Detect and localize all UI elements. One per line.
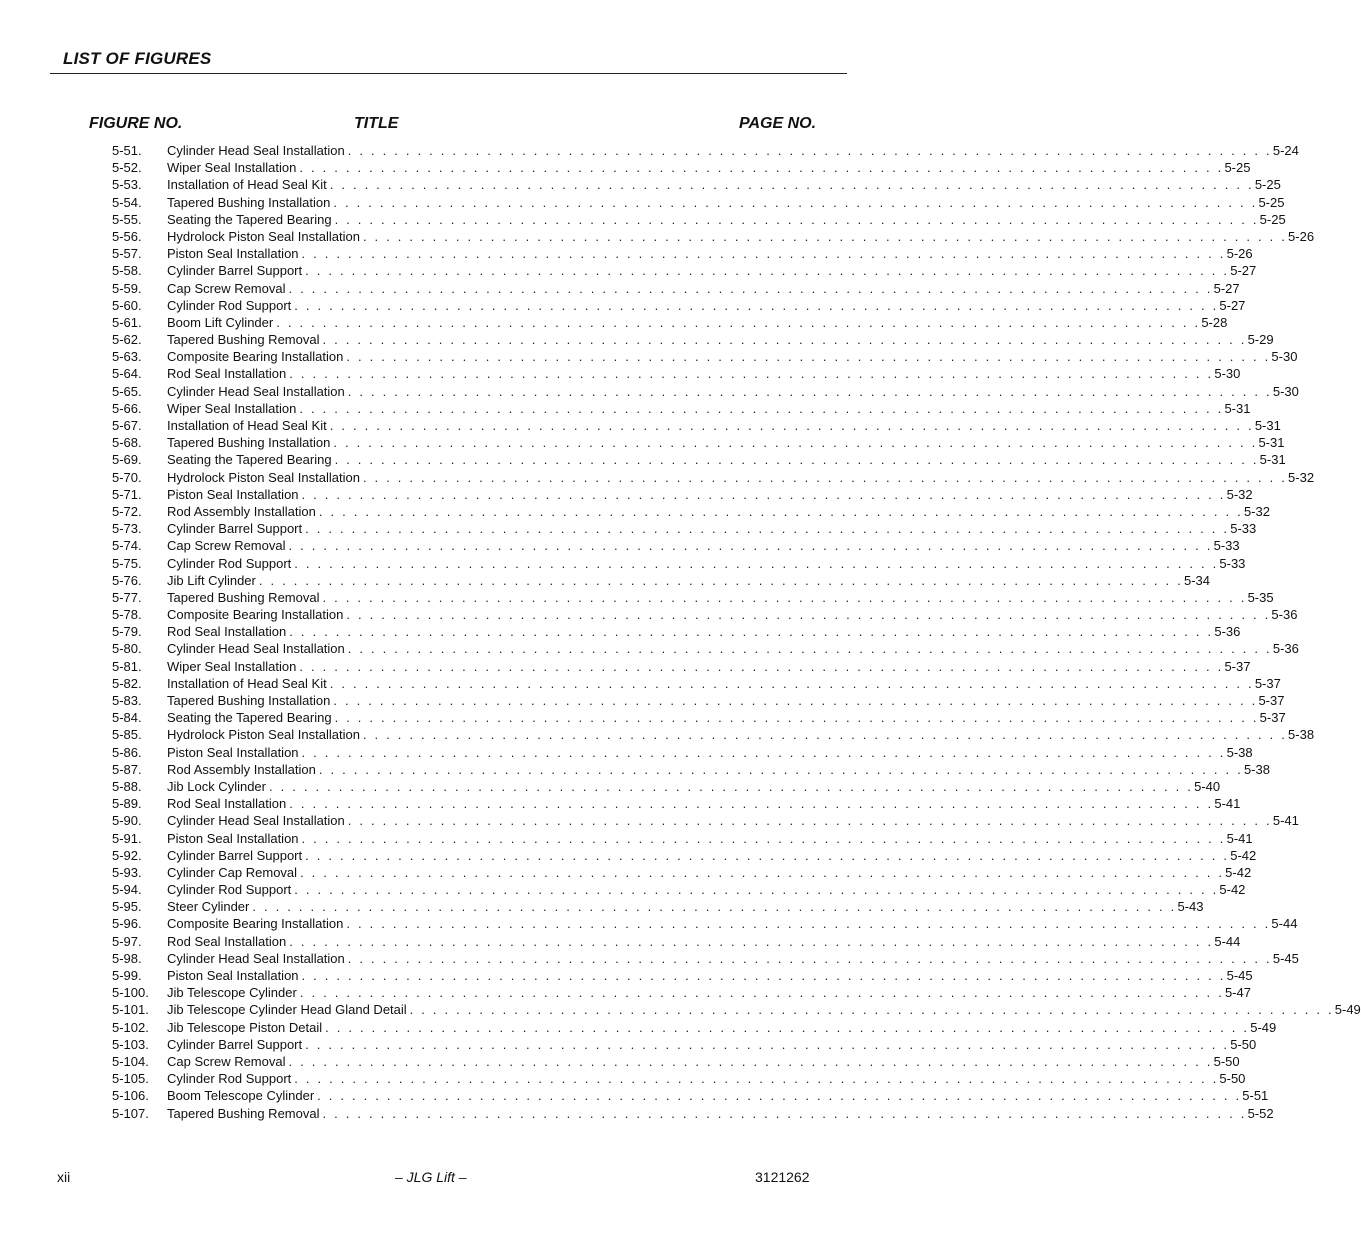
figure-number: 5-83. [112,693,142,708]
dot-leader: . . . . . . . . . . . . . . . . . . . . . . . . . . . . . . . . . . . . . . . . . . . . . . . . . . . . . . . . . . . . . . . . . . . . . . . . . . . . . . . . [329,675,1254,691]
list-item [112,1001,1361,1018]
dot-leader: . . . . . . . . . . . . . . . . . . . . . . . . . . . . . . . . . . . . . . . . . . . . . . . . . . . . . . . . . . . . . . . . . . . . . . . . . . . . . . . . [334,452,1259,468]
list-item [112,297,1246,314]
dot-leader: . . . . . . . . . . . . . . . . . . . . . . . . . . . . . . . . . . . . . . . . . . . . . . . . . . . . . . . . . . . . . . . . . . . . . . . . . . . . . . . . [301,830,1226,846]
dot-leader: . . . . . . . . . . . . . . . . . . . . . . . . . . . . . . . . . . . . . . . . . . . . . . . . . . . . . . . . . . . . . . . . . . . . . . . . . . . . . . . . [334,710,1259,726]
figure-page: 5-31 [1224,400,1251,416]
figure-page: 5-51 [1242,1088,1269,1104]
list-item [112,572,1210,589]
dot-leader: . . . . . . . . . . . . . . . . . . . . . . . . . . . . . . . . . . . . . . . . . . . . . . . . . . . . . . . . . . . . . . . . . . . . . . . . . . . . . . . . [322,589,1247,605]
figure-title: Cylinder Head Seal Installation [167,813,345,829]
figure-title: Cylinder Barrel Support [167,1036,303,1052]
figure-page: 5-50 [1219,1071,1246,1087]
list-item [112,658,1251,675]
dot-leader: . . . . . . . . . . . . . . . . . . . . . . . . . . . . . . . . . . . . . . . . . . . . . . . . . . . . . . . . . . . . . . . . . . . . . . . . . . . . . . . . [305,263,1230,279]
list-item [112,469,1315,486]
figure-page: 5-28 [1201,314,1228,330]
figure-number: 5-67. [112,418,142,433]
figure-number: 5-97. [112,933,142,949]
list-item [112,744,1253,761]
figure-title: Cylinder Barrel Support [167,521,303,537]
figure-page: 5-43 [1177,899,1204,915]
figure-page: 5-25 [1259,211,1286,227]
dot-leader: . . . . . . . . . . . . . . . . . . . . . . . . . . . . . . . . . . . . . . . . . . . . . . . . . . . . . . . . . . . . . . . . . . . . . . . . . . . . . . . . [301,744,1226,760]
figure-page: 5-32 [1243,503,1270,519]
figure-number: 5-90. [112,813,142,829]
dot-leader: . . . . . . . . . . . . . . . . . . . . . . . . . . . . . . . . . . . . . . . . . . . . . . . . . . . . . . . . . . . . . . . . . . . . . . . . . . . . . . . . [301,968,1226,983]
figure-page: 5-27 [1213,280,1240,296]
figure-title: Tapered Bushing Removal [167,589,320,605]
list-item [112,451,1286,468]
figure-page: 5-33 [1219,555,1246,571]
figure-title: Tapered Bushing Installation [167,194,331,210]
dot-leader: . . . . . . . . . . . . . . . . . . . . . . . . . . . . . . . . . . . . . . . . . . . . . . . . . . . . . . . . . . . . . . . . . . . . . . . . . . . . . . . . [333,194,1258,210]
figure-title: Boom Lift Cylinder [167,314,274,330]
figure-list [112,142,1361,1122]
figure-page: 5-34 [1183,572,1210,588]
figure-title: Jib Telescope Piston Detail [167,1019,323,1035]
figure-page: 5-40 [1194,778,1221,794]
figure-title: Cap Screw Removal [167,280,286,296]
figure-page: 5-38 [1288,727,1315,743]
figure-number: 5-84. [112,710,142,726]
figure-title: Jib Lock Cylinder [167,778,266,794]
list-item [112,314,1228,331]
figure-number: 5-56. [112,228,142,244]
figure-title: Rod Assembly Installation [167,761,316,777]
dot-leader: . . . . . . . . . . . . . . . . . . . . . . . . . . . . . . . . . . . . . . . . . . . . . . . . . . . . . . . . . . . . . . . . . . . . . . . . . . . . . . . . [299,400,1224,416]
figure-page: 5-47 [1224,985,1251,1001]
figure-title: Hydrolock Piston Seal Installation [167,469,360,485]
list-item [112,228,1315,245]
column-header-figure-no: FIGURE NO. [89,115,183,132]
dot-leader: . . . . . . . . . . . . . . . . . . . . . . . . . . . . . . . . . . . . . . . . . . . . . . . . . . . . . . . . . . . . . . . . . . . . . . . . . . . . . . . . [300,864,1225,880]
dot-leader: . . . . . . . . . . . . . . . . . . . . . . . . . . . . . . . . . . . . . . . . . . . . . . . . . . . . . . . . . . . . . . . . . . . . . . . . . . . . . . . . [347,950,1272,966]
dot-leader: . . . . . . . . . . . . . . . . . . . . . . . . . . . . . . . . . . . . . . . . . . . . . . . . . . . . . . . . . . . . . . . . . . . . . . . . . . . . . . . . [347,641,1272,657]
list-item [112,675,1281,692]
figure-page: 5-27 [1219,297,1246,313]
figure-number: 5-82. [112,675,142,691]
list-item [112,1036,1257,1053]
figure-page: 5-32 [1288,469,1315,485]
dot-leader: . . . . . . . . . . . . . . . . . . . . . . . . . . . . . . . . . . . . . . . . . . . . . . . . . . . . . . . . . . . . . . . . . . . . . . . . . . . . . . . . [294,555,1219,571]
figure-title: Wiper Seal Installation [167,658,297,674]
figure-title: Piston Seal Installation [167,246,299,262]
figure-title: Tapered Bushing Removal [167,332,320,348]
list-item [112,434,1285,451]
figure-title: Seating the Tapered Bearing [167,211,332,227]
list-item [112,984,1251,1001]
dot-leader: . . . . . . . . . . . . . . . . . . . . . . . . . . . . . . . . . . . . . . . . . . . . . . . . . . . . . . . . . . . . . . . . . . . . . . . . . . . . . . . . [299,658,1224,674]
figure-title: Wiper Seal Installation [167,400,297,416]
figure-page: 5-25 [1258,194,1285,210]
list-item [112,280,1240,297]
figure-number: 5-106. [112,1088,149,1104]
page-header-title: LIST OF FIGURES [63,49,212,68]
dot-leader: . . . . . . . . . . . . . . . . . . . . . . . . . . . . . . . . . . . . . . . . . . . . . . . . . . . . . . . . . . . . . . . . . . . . . . . . . . . . . . . . [346,349,1271,365]
list-item [112,950,1299,967]
figure-title: Cylinder Head Seal Installation [167,383,345,399]
list-item [112,847,1257,864]
list-item [112,864,1252,881]
dot-leader: . . . . . . . . . . . . . . . . . . . . . . . . . . . . . . . . . . . . . . . . . . . . . . . . . . . . . . . . . . . . . . . . . . . . . . . . . . . . . . . . [288,538,1213,554]
figure-page: 5-25 [1254,177,1281,193]
list-item [112,159,1251,176]
figure-page: 5-24 [1272,143,1299,158]
figure-number: 5-54. [112,194,142,210]
figure-number: 5-58. [112,263,142,279]
dot-leader: . . . . . . . . . . . . . . . . . . . . . . . . . . . . . . . . . . . . . . . . . . . . . . . . . . . . . . . . . . . . . . . . . . . . . . . . . . . . . . . . [322,1105,1247,1121]
figure-title: Piston Seal Installation [167,968,299,983]
figure-title: Cylinder Cap Removal [167,864,298,880]
figure-number: 5-59. [112,280,142,296]
figure-page: 5-33 [1230,521,1257,537]
figure-number: 5-81. [112,658,142,674]
figure-title: Composite Bearing Installation [167,607,344,623]
dot-leader: . . . . . . . . . . . . . . . . . . . . . . . . . . . . . . . . . . . . . . . . . . . . . . . . . . . . . . . . . . . . . . . . . . . . . . . . . . . . . . . . [305,1036,1230,1052]
figure-number: 5-60. [112,297,142,313]
dot-leader: . . . . . . . . . . . . . . . . . . . . . . . . . . . . . . . . . . . . . . . . . . . . . . . . . . . . . . . . . . . . . . . . . . . . . . . . . . . . . . . . [333,693,1258,708]
list-item [112,709,1286,726]
figure-page: 5-38 [1243,761,1270,777]
figure-title: Tapered Bushing Installation [167,435,331,451]
figure-page: 5-26 [1288,228,1315,244]
list-item [112,692,1285,709]
dot-leader: . . . . . . . . . . . . . . . . . . . . . . . . . . . . . . . . . . . . . . . . . . . . . . . . . . . . . . . . . . . . . . . . . . . . . . . . . . . . . . . . [289,366,1214,382]
list-item [112,933,1241,950]
figure-number: 5-86. [112,744,142,760]
figure-number: 5-72. [112,503,142,519]
list-item [112,606,1298,623]
figure-title: Cylinder Rod Support [167,555,292,571]
figure-title: Piston Seal Installation [167,744,299,760]
figure-title: Jib Telescope Cylinder [167,985,297,1001]
dot-leader: . . . . . . . . . . . . . . . . . . . . . . . . . . . . . . . . . . . . . . . . . . . . . . . . . . . . . . . . . . . . . . . . . . . . . . . . . . . . . . . . [299,985,1224,1001]
figure-page: 5-49 [1334,1002,1361,1018]
figure-number: 5-98. [112,950,142,966]
figure-number: 5-57. [112,246,142,262]
footer-document-number: 3121262 [755,1169,810,1185]
dot-leader: . . . . . . . . . . . . . . . . . . . . . . . . . . . . . . . . . . . . . . . . . . . . . . . . . . . . . . . . . . . . . . . . . . . . . . . . . . . . . . . . [288,1053,1213,1069]
figure-page: 5-37 [1254,675,1281,691]
dot-leader: . . . . . . . . . . . . . . . . . . . . . . . . . . . . . . . . . . . . . . . . . . . . . . . . . . . . . . . . . . . . . . . . . . . . . . . . . . . . . . . . [362,469,1288,485]
figure-page: 5-49 [1250,1019,1277,1035]
figure-number: 5-71. [112,486,142,502]
figure-page: 5-50 [1230,1036,1257,1052]
figure-page: 5-30 [1271,349,1298,365]
figure-title: Cap Screw Removal [167,1053,286,1069]
figure-number: 5-78. [112,607,142,623]
figure-title: Cylinder Barrel Support [167,263,303,279]
list-item [112,898,1204,915]
dot-leader: . . . . . . . . . . . . . . . . . . . . . . . . . . . . . . . . . . . . . . . . . . . . . . . . . . . . . . . . . . . . . . . . . . . . . . . . . . . . . . . . [305,847,1230,863]
figure-number: 5-101. [112,1002,149,1018]
list-item [112,778,1221,795]
dot-leader: . . . . . . . . . . . . . . . . . . . . . . . . . . . . . . . . . . . . . . . . . . . . . . . . . . . . . . . . . . . . . . . . . . . . . . . . . . . . . . . . [329,177,1254,193]
dot-leader: . . . . . . . . . . . . . . . . . . . . . . . . . . . . . . . . . . . . . . . . . . . . . . . . . . . . . . . . . . . . . . . . . . . . . . . . . . . . . . . . [329,418,1254,433]
figure-number: 5-79. [112,624,142,640]
dot-leader: . . . . . . . . . . . . . . . . . . . . . . . . . . . . . . . . . . . . . . . . . . . . . . . . . . . . . . . . . . . . . . . . . . . . . . . . . . . . . . . . [347,143,1272,158]
dot-leader: . . . . . . . . . . . . . . . . . . . . . . . . . . . . . . . . . . . . . . . . . . . . . . . . . . . . . . . . . . . . . . . . . . . . . . . . . . . . . . . . [252,899,1177,915]
column-header-page-no: PAGE NO. [739,115,817,132]
figure-number: 5-91. [112,830,142,846]
figure-number: 5-62. [112,332,142,348]
dot-leader: . . . . . . . . . . . . . . . . . . . . . . . . . . . . . . . . . . . . . . . . . . . . . . . . . . . . . . . . . . . . . . . . . . . . . . . . . . . . . . . . [333,435,1258,451]
figure-page: 5-31 [1259,452,1286,468]
figure-number: 5-65. [112,383,142,399]
dot-leader: . . . . . . . . . . . . . . . . . . . . . . . . . . . . . . . . . . . . . . . . . . . . . . . . . . . . . . . . . . . . . . . . . . . . . . . . . . . . . . . . [269,778,1194,794]
figure-number: 5-75. [112,555,142,571]
dot-leader: . . . . . . . . . . . . . . . . . . . . . . . . . . . . . . . . . . . . . . . . . . . . . . . . . . . . . . . . . . . . . . . . . . . . . . . . . . . . . . . . [346,607,1271,623]
figure-page: 5-35 [1247,589,1274,605]
list-item [112,1087,1269,1104]
list-item [112,1019,1277,1036]
figure-page: 5-29 [1247,332,1274,348]
list-item [112,795,1241,812]
figure-number: 5-87. [112,761,142,777]
figure-page: 5-45 [1272,950,1299,966]
figure-page: 5-36 [1271,607,1298,623]
footer-page-number: xii [57,1169,71,1185]
figure-number: 5-73. [112,521,142,537]
list-item [112,1070,1246,1087]
dot-leader: . . . . . . . . . . . . . . . . . . . . . . . . . . . . . . . . . . . . . . . . . . . . . . . . . . . . . . . . . . . . . . . . . . . . . . . . . . . . . . . . [346,916,1271,932]
figure-page: 5-30 [1272,383,1299,399]
figure-page: 5-33 [1213,538,1240,554]
figure-title: Jib Telescope Cylinder Head Gland Detail [167,1002,407,1018]
dot-leader: . . . . . . . . . . . . . . . . . . . . . . . . . . . . . . . . . . . . . . . . . . . . . . . . . . . . . . . . . . . . . . . . . . . . . . . . . . . . . . . . [294,297,1219,313]
list-item [112,142,1299,159]
figure-title: Composite Bearing Installation [167,349,344,365]
list-item [112,726,1315,743]
dot-leader: . . . . . . . . . . . . . . . . . . . . . . . . . . . . . . . . . . . . . . . . . . . . . . . . . . . . . . . . . . . . . . . . . . . . . . . . . . . . . . . . [305,521,1230,537]
figure-title: Jib Lift Cylinder [167,572,256,588]
list-item [112,830,1253,847]
figure-number: 5-77. [112,589,142,605]
dot-leader: . . . . . . . . . . . . . . . . . . . . . . . . . . . . . . . . . . . . . . . . . . . . . . . . . . . . . . . . . . . . . . . . . . . . . . . . . . . . . . . . [289,933,1214,949]
dot-leader: . . . . . . . . . . . . . . . . . . . . . . . . . . . . . . . . . . . . . . . . . . . . . . . . . . . . . . . . . . . . . . . . . . . . . . . . . . . . . . . . [294,882,1219,898]
list-item [112,555,1246,572]
figure-page: 5-41 [1214,796,1241,812]
figure-number: 5-96. [112,916,142,932]
dot-leader: . . . . . . . . . . . . . . . . . . . . . . . . . . . . . . . . . . . . . . . . . . . . . . . . . . . . . . . . . . . . . . . . . . . . . . . . . . . . . . . . [299,160,1224,176]
figure-number: 5-55. [112,211,142,227]
figure-title: Rod Seal Installation [167,624,287,640]
figure-number: 5-102. [112,1019,149,1035]
dot-leader: . . . . . . . . . . . . . . . . . . . . . . . . . . . . . . . . . . . . . . . . . . . . . . . . . . . . . . . . . . . . . . . . . . . . . . . . . . . . . . . . [276,314,1201,330]
dot-leader: . . . . . . . . . . . . . . . . . . . . . . . . . . . . . . . . . . . . . . . . . . . . . . . . . . . . . . . . . . . . . . . . . . . . . . . . . . . . . . . . [325,1019,1250,1035]
figure-number: 5-100. [112,985,149,1001]
figure-title: Cylinder Barrel Support [167,847,303,863]
list-item [112,194,1285,211]
figure-number: 5-64. [112,366,142,382]
list-item [112,348,1298,365]
figure-page: 5-42 [1225,864,1252,880]
figure-title: Installation of Head Seal Kit [167,418,327,433]
figure-title: Boom Telescope Cylinder [167,1088,315,1104]
list-item [112,365,1241,382]
figure-title: Cylinder Head Seal Installation [167,143,345,158]
figure-number: 5-85. [112,727,142,743]
figure-number: 5-93. [112,864,142,880]
figure-page: 5-37 [1258,693,1285,708]
figure-number: 5-103. [112,1036,149,1052]
figure-number: 5-88. [112,778,142,794]
figure-number: 5-69. [112,452,142,468]
figure-page: 5-42 [1230,847,1257,863]
list-item [112,640,1299,657]
dot-leader: . . . . . . . . . . . . . . . . . . . . . . . . . . . . . . . . . . . . . . . . . . . . . . . . . . . . . . . . . . . . . . . . . . . . . . . . . . . . . . . . [288,280,1213,296]
figure-number: 5-76. [112,572,142,588]
figure-page: 5-25 [1224,160,1251,176]
figure-title: Wiper Seal Installation [167,160,297,176]
dot-leader: . . . . . . . . . . . . . . . . . . . . . . . . . . . . . . . . . . . . . . . . . . . . . . . . . . . . . . . . . . . . . . . . . . . . . . . . . . . . . . . . [301,486,1226,502]
figure-page: 5-50 [1213,1053,1240,1069]
list-item [112,520,1257,537]
dot-leader: . . . . . . . . . . . . . . . . . . . . . . . . . . . . . . . . . . . . . . . . . . . . . . . . . . . . . . . . . . . . . . . . . . . . . . . . . . . . . . . . [301,246,1226,262]
dot-leader: . . . . . . . . . . . . . . . . . . . . . . . . . . . . . . . . . . . . . . . . . . . . . . . . . . . . . . . . . . . . . . . . . . . . . . . . . . . . . . . . [362,727,1288,743]
figure-title: Tapered Bushing Installation [167,693,331,708]
figure-page: 5-38 [1226,744,1253,760]
figure-page: 5-41 [1272,813,1299,829]
figure-title: Cylinder Rod Support [167,297,292,313]
figure-number: 5-89. [112,796,142,812]
figure-title: Steer Cylinder [167,899,250,915]
list-item [112,245,1253,262]
figure-page: 5-52 [1247,1105,1274,1121]
dot-leader: . . . . . . . . . . . . . . . . . . . . . . . . . . . . . . . . . . . . . . . . . . . . . . . . . . . . . . . . . . . . . . . . . . . . . . . . . . . . . . . . [317,1088,1242,1104]
figure-page: 5-42 [1219,882,1246,898]
figure-title: Rod Seal Installation [167,796,287,812]
figure-number: 5-94. [112,882,142,898]
list-item [112,400,1251,417]
list-item [112,915,1298,932]
figure-page: 5-44 [1214,933,1241,949]
figure-number: 5-80. [112,641,142,657]
figure-title: Piston Seal Installation [167,486,299,502]
figure-page: 5-45 [1226,968,1253,983]
dot-leader: . . . . . . . . . . . . . . . . . . . . . . . . . . . . . . . . . . . . . . . . . . . . . . . . . . . . . . . . . . . . . . . . . . . . . . . . . . . . . . . . [258,572,1183,588]
figure-title: Cylinder Head Seal Installation [167,641,345,657]
figure-title: Installation of Head Seal Kit [167,675,327,691]
list-item [112,761,1270,778]
figure-number: 5-104. [112,1053,149,1069]
list-item [112,503,1270,520]
list-item [112,383,1299,400]
figure-page: 5-41 [1226,830,1253,846]
dot-leader: . . . . . . . . . . . . . . . . . . . . . . . . . . . . . . . . . . . . . . . . . . . . . . . . . . . . . . . . . . . . . . . . . . . . . . . . . . . . . . . . [318,761,1243,777]
figure-page: 5-36 [1214,624,1241,640]
figure-page: 5-26 [1226,246,1253,262]
figure-title: Rod Assembly Installation [167,503,316,519]
dot-leader: . . . . . . . . . . . . . . . . . . . . . . . . . . . . . . . . . . . . . . . . . . . . . . . . . . . . . . . . . . . . . . . . . . . . . . . . . . . . . . . . [289,796,1214,812]
figure-number: 5-99. [112,968,142,983]
list-item [112,812,1299,829]
figure-page: 5-30 [1214,366,1241,382]
list-item [112,967,1253,984]
list-item [112,623,1241,640]
dot-leader: . . . . . . . . . . . . . . . . . . . . . . . . . . . . . . . . . . . . . . . . . . . . . . . . . . . . . . . . . . . . . . . . . . . . . . . . . . . . . . . . [362,228,1288,244]
figure-title: Seating the Tapered Bearing [167,710,332,726]
dot-leader: . . . . . . . . . . . . . . . . . . . . . . . . . . . . . . . . . . . . . . . . . . . . . . . . . . . . . . . . . . . . . . . . . . . . . . . . . . . . . . . . [318,503,1243,519]
figure-number: 5-66. [112,400,142,416]
list-item [112,881,1246,898]
figure-page: 5-31 [1254,418,1281,433]
figure-title: Piston Seal Installation [167,830,299,846]
figure-number: 5-63. [112,349,142,365]
list-item [112,211,1286,228]
figure-title: Tapered Bushing Removal [167,1105,320,1121]
figure-number: 5-52. [112,160,142,176]
figure-title: Composite Bearing Installation [167,916,344,932]
figure-number: 5-68. [112,435,142,451]
figure-title: Rod Seal Installation [167,933,287,949]
figure-number: 5-95. [112,899,142,915]
figure-title: Cylinder Head Seal Installation [167,950,345,966]
figure-page: 5-32 [1226,486,1253,502]
figure-title: Installation of Head Seal Kit [167,177,327,193]
figure-page: 5-37 [1259,710,1286,726]
list-item [112,417,1281,434]
figure-number: 5-74. [112,538,142,554]
dot-leader: . . . . . . . . . . . . . . . . . . . . . . . . . . . . . . . . . . . . . . . . . . . . . . . . . . . . . . . . . . . . . . . . . . . . . . . . . . . . . . . . [347,383,1272,399]
list-item [112,1053,1240,1070]
figure-number: 5-70. [112,469,142,485]
list-item [112,1105,1274,1122]
figure-title: Hydrolock Piston Seal Installation [167,228,360,244]
figure-number: 5-51. [112,143,142,158]
dot-leader: . . . . . . . . . . . . . . . . . . . . . . . . . . . . . . . . . . . . . . . . . . . . . . . . . . . . . . . . . . . . . . . . . . . . . . . . . . . . . . . . [347,813,1272,829]
dot-leader: . . . . . . . . . . . . . . . . . . . . . . . . . . . . . . . . . . . . . . . . . . . . . . . . . . . . . . . . . . . . . . . . . . . . . . . . . . . . . . . . [334,211,1259,227]
figure-page: 5-37 [1224,658,1251,674]
list-item [112,486,1253,503]
figure-number: 5-61. [112,314,142,330]
figure-number: 5-105. [112,1071,149,1087]
figure-number: 5-53. [112,177,142,193]
dot-leader: . . . . . . . . . . . . . . . . . . . . . . . . . . . . . . . . . . . . . . . . . . . . . . . . . . . . . . . . . . . . . . . . . . . . . . . . . . . . . . . . [322,332,1247,348]
list-item [112,262,1257,279]
footer-publisher: – JLG Lift – [395,1169,467,1185]
header-divider [50,73,847,74]
figure-page: 5-31 [1258,435,1285,451]
list-item [112,589,1274,606]
list-item [112,176,1281,193]
dot-leader: . . . . . . . . . . . . . . . . . . . . . . . . . . . . . . . . . . . . . . . . . . . . . . . . . . . . . . . . . . . . . . . . . . . . . . . . . . . . . . . . [294,1071,1219,1087]
figure-title: Hydrolock Piston Seal Installation [167,727,360,743]
dot-leader: . . . . . . . . . . . . . . . . . . . . . . . . . . . . . . . . . . . . . . . . . . . . . . . . . . . . . . . . . . . . . . . . . . . . . . . . . . . . . . . . [289,624,1214,640]
dot-leader: . . . . . . . . . . . . . . . . . . . . . . . . . . . . . . . . . . . . . . . . . . . . . . . . . . . . . . . . . . . . . . . . . . . . . . . . . . . . . . . . [409,1002,1334,1018]
list-item [112,537,1240,554]
figure-page: 5-44 [1271,916,1298,932]
list-item [112,331,1274,348]
figure-title: Rod Seal Installation [167,366,287,382]
figure-title: Cap Screw Removal [167,538,286,554]
figure-page: 5-36 [1272,641,1299,657]
figure-title: Seating the Tapered Bearing [167,452,332,468]
figure-number: 5-107. [112,1105,149,1121]
column-header-title: TITLE [354,115,399,132]
figure-title: Cylinder Rod Support [167,882,292,898]
figure-number: 5-92. [112,847,142,863]
figure-page: 5-27 [1230,263,1257,279]
figure-title: Cylinder Rod Support [167,1071,292,1087]
